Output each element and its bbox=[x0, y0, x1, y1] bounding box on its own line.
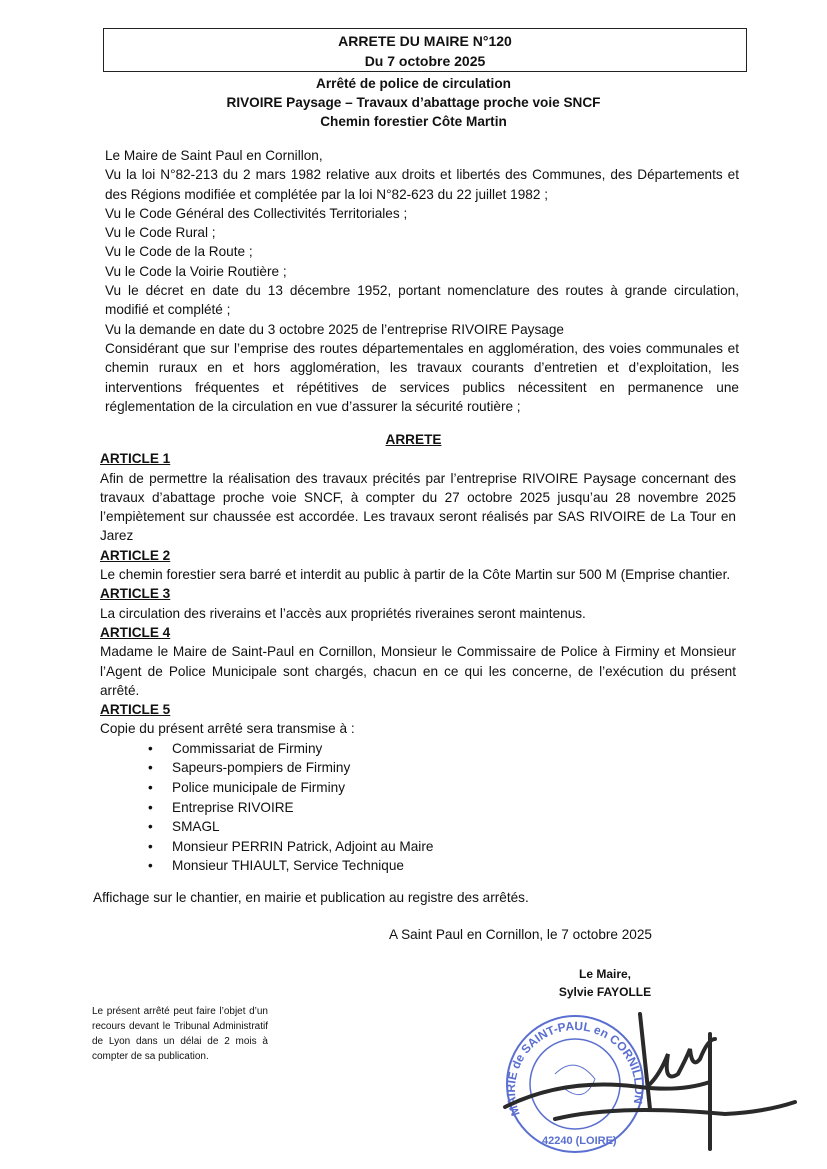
affichage-note: Affichage sur le chantier, en mairie et publication au registre des arrêtés. bbox=[93, 889, 529, 905]
preamble-line: Vu le Code la Voirie Routière ; bbox=[105, 263, 287, 279]
preamble-line: Le Maire de Saint Paul en Cornillon, bbox=[105, 148, 323, 163]
preamble-line: Considérant que sur l’emprise des routes départementales en agglomération, des voies communales et chemin ruraux en et hors agglomération, les travaux courants d’entretien et d’exploitation, les interventions fréquentes et répétitives de services publics nécessitent en permanence une réglementation de la circulation en vue d’assurer la sécurité routière ; bbox=[105, 340, 739, 414]
articles bbox=[100, 449, 736, 738]
article-5-title: ARTICLE 5 bbox=[100, 702, 171, 718]
preamble-line: Vu le décret en date du 13 décembre 1952, portant nomenclature des routes à grande circulation, modifié et complété ; bbox=[105, 283, 739, 318]
recipient-item: • Entreprise RIVOIRE bbox=[148, 798, 736, 818]
place-date: A Saint Paul en Cornillon, le 7 octobre 2025 bbox=[389, 927, 652, 943]
article-5-text: Copie du présent arrêté sera transmise à : bbox=[100, 721, 355, 737]
svg-text:MAIRIE de SAINT-PAUL en CORNIL: MAIRIE de SAINT-PAUL en CORNILLON bbox=[503, 1018, 647, 1118]
article-1-text: Afin de permettre la réalisation des travaux précités par l’entreprise RIVOIRE Paysage concernant des travaux d’abattage proche voie SNCF, à compter du 27 octobre 2025 jusqu’au 28 novembre 2025 l’empiètement sur chaussée est accordée. Les travaux seront réalisés par SAS RIVOIRE de La Tour en Jarez bbox=[100, 470, 736, 544]
preamble-line: Vu le Code Rural ; bbox=[105, 225, 216, 241]
stamp-and-signature bbox=[500, 1009, 800, 1159]
article-4-text: Madame le Maire de Saint-Paul en Cornillon, Monsieur le Commissaire de Police à Firminy et Monsieur l’Agent de Police Municipale sont chargés, chacun en ce qui les concerne, de l’exécution du présent arrêté. bbox=[100, 644, 736, 698]
title-box bbox=[103, 28, 747, 72]
arrete-heading: ARRETE bbox=[385, 432, 442, 447]
recipient-item: • Police municipale de Firminy bbox=[148, 778, 736, 798]
preamble-line: Vu la demande en date du 3 octobre 2025 de l’entreprise RIVOIRE Paysage bbox=[105, 321, 564, 337]
preamble-line: Vu le Code de la Route ; bbox=[105, 244, 253, 260]
svg-text:42240 (LOIRE): 42240 (LOIRE) bbox=[542, 1134, 617, 1147]
subtitle-police: Arrêté de police de circulation bbox=[316, 76, 511, 91]
subtitle-location: Chemin forestier Côte Martin bbox=[320, 114, 507, 129]
article-2-title: ARTICLE 2 bbox=[100, 547, 171, 563]
preamble bbox=[105, 146, 739, 416]
recipient-list bbox=[148, 739, 736, 876]
appeal-footnote: Le présent arrêté peut faire l’objet d’un recours devant le Tribunal Administratif de Lyon dans un délai de 2 mois à compter de sa publication. bbox=[92, 1006, 268, 1062]
article-3-text: La circulation des riverains et l’accès aux propriétés riveraines seront maintenus. bbox=[100, 605, 586, 621]
subtitle-works: RIVOIRE Paysage – Travaux d’abattage proche voie SNCF bbox=[226, 95, 601, 110]
recipient-item: • SMAGL bbox=[148, 817, 736, 837]
recipient-item: • Monsieur THIAULT, Service Technique bbox=[148, 856, 736, 876]
article-2-text: Le chemin forestier sera barré et interdit au public à partir de la Côte Martin sur 500 M (Emprise chantier. bbox=[100, 567, 731, 583]
article-4-title: ARTICLE 4 bbox=[100, 624, 171, 640]
article-3-title: ARTICLE 3 bbox=[100, 586, 171, 602]
signatory-name: Sylvie FAYOLLE bbox=[558, 984, 652, 999]
recipient-item: • Commissariat de Firminy bbox=[148, 739, 736, 759]
decree-title: ARRETE DU MAIRE N°120 bbox=[338, 33, 512, 49]
article-1-title: ARTICLE 1 bbox=[100, 451, 171, 467]
signatory-block bbox=[503, 965, 690, 1147]
signatory-role: Le Maire, bbox=[578, 966, 632, 981]
recipient-item: • Monsieur PERRIN Patrick, Adjoint au Maire bbox=[148, 837, 736, 857]
recipient-item: • Sapeurs-pompiers de Firminy bbox=[148, 758, 736, 778]
preamble-line: Vu le Code Général des Collectivités Territoriales ; bbox=[105, 205, 408, 221]
decree-date: Du 7 octobre 2025 bbox=[364, 53, 486, 69]
preamble-line: Vu la loi N°82-213 du 2 mars 1982 relative aux droits et libertés des Communes, des Départements et des Régions modifiée et complétée par la loi N°82-623 du 22 juillet 1982 ; bbox=[105, 167, 739, 202]
